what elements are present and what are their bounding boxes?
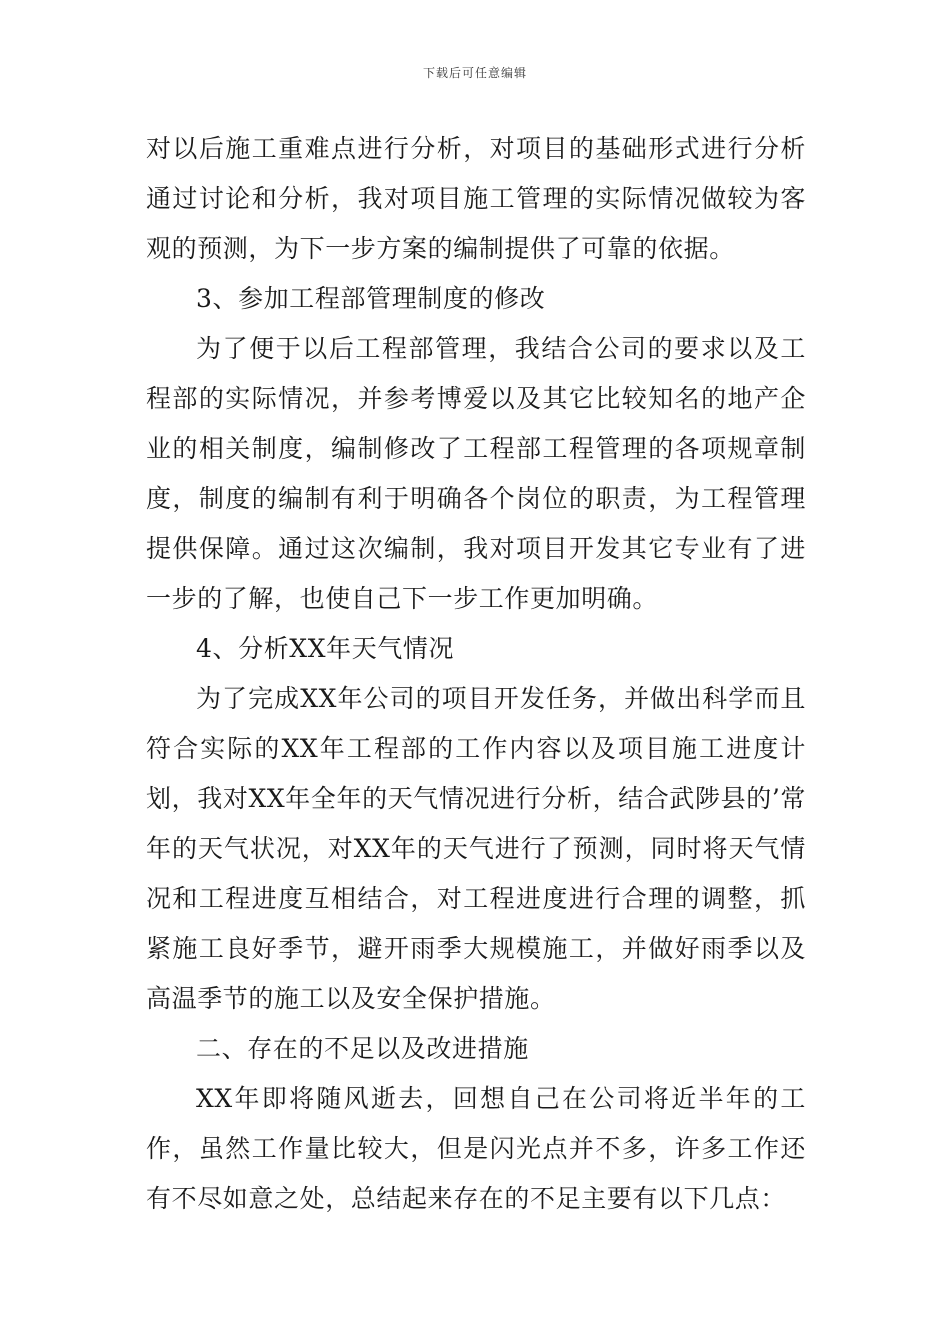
paragraph-weather-analysis: 为了完成XX年公司的项目开发任务，并做出科学而且符合实际的XX年工程部的工作内容以及项目施工进度计划，我对XX年全年的天气情况进行分析，结合武陟县的’常年的天气状况，对XX年的天气进行了预测，同时将天气情况和工程进度互相结合，对工程进度进行合理的调整，抓紧施工良好季节，避开雨季大规模施工，并做好雨季以及高温季节的施工以及安全保护措施。 xyxy=(146,684,806,1013)
section-heading-3: 3、参加工程部管理制度的修改 xyxy=(196,284,546,313)
paragraph-summary: XX年即将随风逝去，回想自己在公司将近半年的工作，虽然工作量比较大，但是闪光点并不多，许多工作还有不尽如意之处，总结起来存在的不足主要有以下几点： xyxy=(146,1084,806,1213)
section-heading-4: 4、分析XX年天气情况 xyxy=(196,634,455,663)
document-body xyxy=(146,124,806,1224)
section-heading-shortcomings: 二、存在的不足以及改进措施 xyxy=(196,1034,529,1063)
paragraph-intro: 对以后施工重难点进行分析，对项目的基础形式进行分析通过讨论和分析，我对项目施工管理的实际情况做较为客观的预测，为下一步方案的编制提供了可靠的依据。 xyxy=(146,134,806,263)
paragraph-management-system: 为了便于以后工程部管理，我结合公司的要求以及工程部的实际情况，并参考博爱以及其它比较知名的地产企业的相关制度，编制修改了工程部工程管理的各项规章制度，制度的编制有利于明确各个岗位的职责，为工程管理提供保障。通过这次编制，我对项目开发其它专业有了进一步的了解，也使自己下一步工作更加明确。 xyxy=(146,334,806,613)
header-note: 下载后可任意编辑 xyxy=(422,66,527,80)
